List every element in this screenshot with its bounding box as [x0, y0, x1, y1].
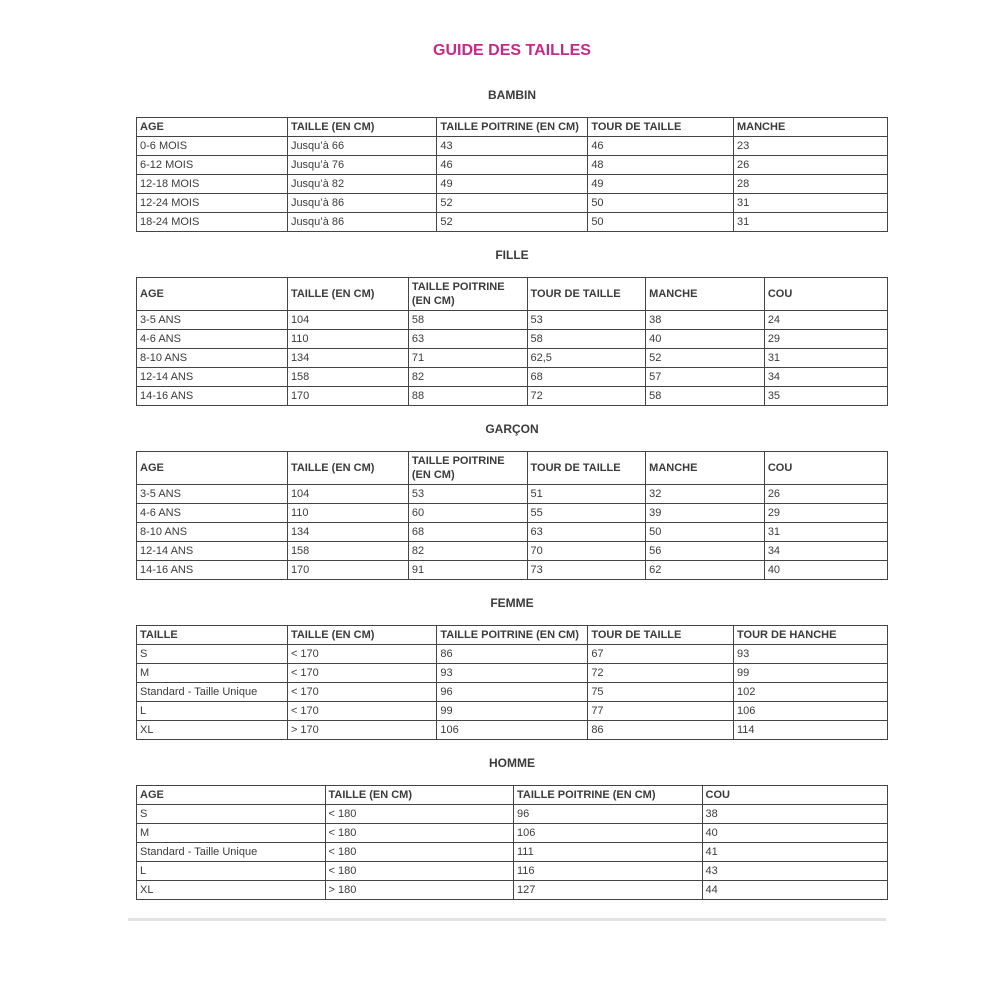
table-row	[137, 702, 888, 721]
table-cell: > 170	[287, 721, 436, 740]
table-cell: 50	[588, 213, 734, 232]
table-cell: 46	[588, 137, 734, 156]
section-heading-bambin: BAMBIN	[488, 88, 536, 102]
column-header: COU	[702, 786, 888, 805]
table-cell: 24	[764, 311, 887, 330]
table-cell: 116	[514, 862, 703, 881]
table-cell: < 170	[287, 664, 436, 683]
table-cell: L	[137, 702, 288, 721]
table-cell: M	[137, 664, 288, 683]
column-header: TAILLE POITRINE (EN CM)	[437, 626, 588, 645]
table-cell: 40	[764, 561, 887, 580]
table-cell: 35	[764, 387, 887, 406]
column-header: AGE	[137, 452, 288, 485]
table-cell: Standard - Taille Unique	[137, 843, 326, 862]
table-cell: 51	[527, 485, 646, 504]
table-cell: 77	[588, 702, 734, 721]
column-header: TAILLE POITRINE (EN CM)	[514, 786, 703, 805]
table-cell: < 170	[287, 702, 436, 721]
table-cell: 99	[437, 702, 588, 721]
table-cell: 44	[702, 881, 888, 900]
table-cell: 43	[437, 137, 588, 156]
table-cell: 38	[646, 311, 765, 330]
table-cell: 58	[527, 330, 646, 349]
table-row	[137, 330, 888, 349]
section-heading-homme: HOMME	[489, 756, 535, 770]
page-title: GUIDE DES TAILLES	[433, 42, 591, 59]
section-heading-femme: FEMME	[490, 596, 534, 610]
table-cell: 31	[734, 213, 888, 232]
table-row	[137, 349, 888, 368]
column-header: TAILLE (EN CM)	[287, 626, 436, 645]
column-header: TOUR DE TAILLE	[588, 626, 734, 645]
table-cell: 62	[646, 561, 765, 580]
column-header: AGE	[137, 278, 288, 311]
bottom-divider	[128, 918, 886, 921]
table-row	[137, 387, 888, 406]
table-cell: 96	[514, 805, 703, 824]
size-table-garcon	[136, 451, 888, 580]
column-header: TAILLE	[137, 626, 288, 645]
table-cell: < 170	[287, 683, 436, 702]
section-heading-garcon: GARÇON	[485, 422, 539, 436]
table-cell: 104	[287, 311, 408, 330]
table-cell: 91	[408, 561, 527, 580]
table-cell: 4-6 ANS	[137, 504, 288, 523]
size-table-fille	[136, 277, 888, 406]
table-cell: 110	[287, 504, 408, 523]
table-row	[137, 862, 888, 881]
table-cell: 50	[588, 194, 734, 213]
table-row	[137, 824, 888, 843]
table-cell: M	[137, 824, 326, 843]
table-cell: 62,5	[527, 349, 646, 368]
table-cell: < 180	[325, 824, 514, 843]
table-cell: 40	[702, 824, 888, 843]
table-cell: 68	[527, 368, 646, 387]
column-header: TOUR DE HANCHE	[734, 626, 888, 645]
header-row	[137, 786, 888, 805]
table-row	[137, 311, 888, 330]
column-header: MANCHE	[734, 118, 888, 137]
column-header: AGE	[137, 786, 326, 805]
table-cell: 110	[287, 330, 408, 349]
table-cell: 170	[287, 387, 408, 406]
table-cell: 96	[437, 683, 588, 702]
table-cell: 3-5 ANS	[137, 311, 288, 330]
table-cell: 71	[408, 349, 527, 368]
table-cell: 12-18 MOIS	[137, 175, 288, 194]
table-cell: 12-14 ANS	[137, 542, 288, 561]
table-cell: 52	[646, 349, 765, 368]
table-cell: 50	[646, 523, 765, 542]
table-cell: 49	[588, 175, 734, 194]
table-row	[137, 175, 888, 194]
table-cell: 70	[527, 542, 646, 561]
table-cell: L	[137, 862, 326, 881]
table-cell: 63	[527, 523, 646, 542]
header-row	[137, 118, 888, 137]
table-cell: < 180	[325, 805, 514, 824]
table-cell: 49	[437, 175, 588, 194]
table-cell: 63	[408, 330, 527, 349]
column-header: COU	[764, 278, 887, 311]
table-cell: 88	[408, 387, 527, 406]
table-cell: 14-16 ANS	[137, 561, 288, 580]
table-cell: 158	[287, 368, 408, 387]
column-header: TOUR DE TAILLE	[527, 452, 646, 485]
column-header: TAILLE POITRINE (EN CM)	[437, 118, 588, 137]
table-cell: 34	[764, 368, 887, 387]
table-cell: 40	[646, 330, 765, 349]
table-cell: 68	[408, 523, 527, 542]
table-row	[137, 542, 888, 561]
table-cell: 67	[588, 645, 734, 664]
table-cell: 53	[408, 485, 527, 504]
table-row	[137, 368, 888, 387]
table-row	[137, 645, 888, 664]
column-header: TAILLE POITRINE (EN CM)	[408, 278, 527, 311]
table-cell: 170	[287, 561, 408, 580]
header-row	[137, 278, 888, 311]
table-row	[137, 843, 888, 862]
table-cell: 31	[764, 523, 887, 542]
table-cell: 18-24 MOIS	[137, 213, 288, 232]
size-table-femme	[136, 625, 888, 740]
column-header: TAILLE (EN CM)	[287, 278, 408, 311]
table-cell: S	[137, 805, 326, 824]
table-row	[137, 137, 888, 156]
table-row	[137, 504, 888, 523]
table-row	[137, 805, 888, 824]
table-cell: 57	[646, 368, 765, 387]
table-cell: 6-12 MOIS	[137, 156, 288, 175]
table-cell: 75	[588, 683, 734, 702]
column-header: TOUR DE TAILLE	[527, 278, 646, 311]
table-cell: 111	[514, 843, 703, 862]
table-cell: 52	[437, 213, 588, 232]
table-cell: 0-6 MOIS	[137, 137, 288, 156]
table-cell: 56	[646, 542, 765, 561]
table-cell: 104	[287, 485, 408, 504]
table-cell: 72	[527, 387, 646, 406]
size-guide-content	[136, 41, 888, 900]
table-cell: 12-14 ANS	[137, 368, 288, 387]
table-cell: 82	[408, 368, 527, 387]
table-cell: 41	[702, 843, 888, 862]
table-cell: Jusqu’à 82	[287, 175, 436, 194]
table-row	[137, 664, 888, 683]
table-row	[137, 683, 888, 702]
column-header: AGE	[137, 118, 288, 137]
table-cell: 55	[527, 504, 646, 523]
table-cell: 53	[527, 311, 646, 330]
table-cell: < 180	[325, 862, 514, 881]
table-cell: 48	[588, 156, 734, 175]
table-cell: 106	[514, 824, 703, 843]
table-cell: 8-10 ANS	[137, 523, 288, 542]
table-cell: 93	[734, 645, 888, 664]
table-cell: XL	[137, 721, 288, 740]
table-row	[137, 881, 888, 900]
table-cell: 102	[734, 683, 888, 702]
table-cell: 134	[287, 349, 408, 368]
table-row	[137, 485, 888, 504]
table-cell: 23	[734, 137, 888, 156]
table-cell: Standard - Taille Unique	[137, 683, 288, 702]
size-table-homme	[136, 785, 888, 900]
column-header: TAILLE (EN CM)	[287, 452, 408, 485]
table-cell: XL	[137, 881, 326, 900]
table-cell: 34	[764, 542, 887, 561]
table-cell: 99	[734, 664, 888, 683]
table-cell: 73	[527, 561, 646, 580]
table-cell: 114	[734, 721, 888, 740]
table-cell: 28	[734, 175, 888, 194]
table-cell: 127	[514, 881, 703, 900]
table-cell: 29	[764, 330, 887, 349]
table-cell: 106	[437, 721, 588, 740]
table-cell: < 170	[287, 645, 436, 664]
table-cell: 86	[588, 721, 734, 740]
table-cell: 12-24 MOIS	[137, 194, 288, 213]
table-row	[137, 721, 888, 740]
table-row	[137, 561, 888, 580]
table-row	[137, 523, 888, 542]
table-cell: 82	[408, 542, 527, 561]
header-row	[137, 626, 888, 645]
table-cell: 31	[734, 194, 888, 213]
column-header: COU	[764, 452, 887, 485]
table-row	[137, 156, 888, 175]
table-cell: 26	[764, 485, 887, 504]
column-header: MANCHE	[646, 278, 765, 311]
table-cell: 134	[287, 523, 408, 542]
table-cell: 4-6 ANS	[137, 330, 288, 349]
column-header: MANCHE	[646, 452, 765, 485]
header-row	[137, 452, 888, 485]
table-cell: 32	[646, 485, 765, 504]
table-cell: 29	[764, 504, 887, 523]
table-cell: S	[137, 645, 288, 664]
table-row	[137, 194, 888, 213]
table-row	[137, 213, 888, 232]
table-cell: 8-10 ANS	[137, 349, 288, 368]
table-cell: 46	[437, 156, 588, 175]
sections-container	[136, 88, 888, 900]
table-cell: 86	[437, 645, 588, 664]
column-header: TAILLE (EN CM)	[287, 118, 436, 137]
table-cell: 60	[408, 504, 527, 523]
table-cell: 3-5 ANS	[137, 485, 288, 504]
table-cell: 93	[437, 664, 588, 683]
column-header: TAILLE (EN CM)	[325, 786, 514, 805]
table-cell: 14-16 ANS	[137, 387, 288, 406]
table-cell: 52	[437, 194, 588, 213]
table-cell: > 180	[325, 881, 514, 900]
table-cell: 58	[646, 387, 765, 406]
table-cell: < 180	[325, 843, 514, 862]
table-cell: 58	[408, 311, 527, 330]
table-cell: 72	[588, 664, 734, 683]
table-cell: Jusqu’à 86	[287, 213, 436, 232]
table-cell: 38	[702, 805, 888, 824]
table-cell: Jusqu’à 66	[287, 137, 436, 156]
table-cell: 43	[702, 862, 888, 881]
section-heading-fille: FILLE	[495, 248, 529, 262]
table-cell: Jusqu’à 86	[287, 194, 436, 213]
table-cell: 158	[287, 542, 408, 561]
column-header: TAILLE POITRINE (EN CM)	[408, 452, 527, 485]
table-cell: 106	[734, 702, 888, 721]
table-cell: 39	[646, 504, 765, 523]
table-cell: Jusqu’à 76	[287, 156, 436, 175]
size-table-bambin	[136, 117, 888, 232]
table-cell: 31	[764, 349, 887, 368]
table-cell: 26	[734, 156, 888, 175]
column-header: TOUR DE TAILLE	[588, 118, 734, 137]
